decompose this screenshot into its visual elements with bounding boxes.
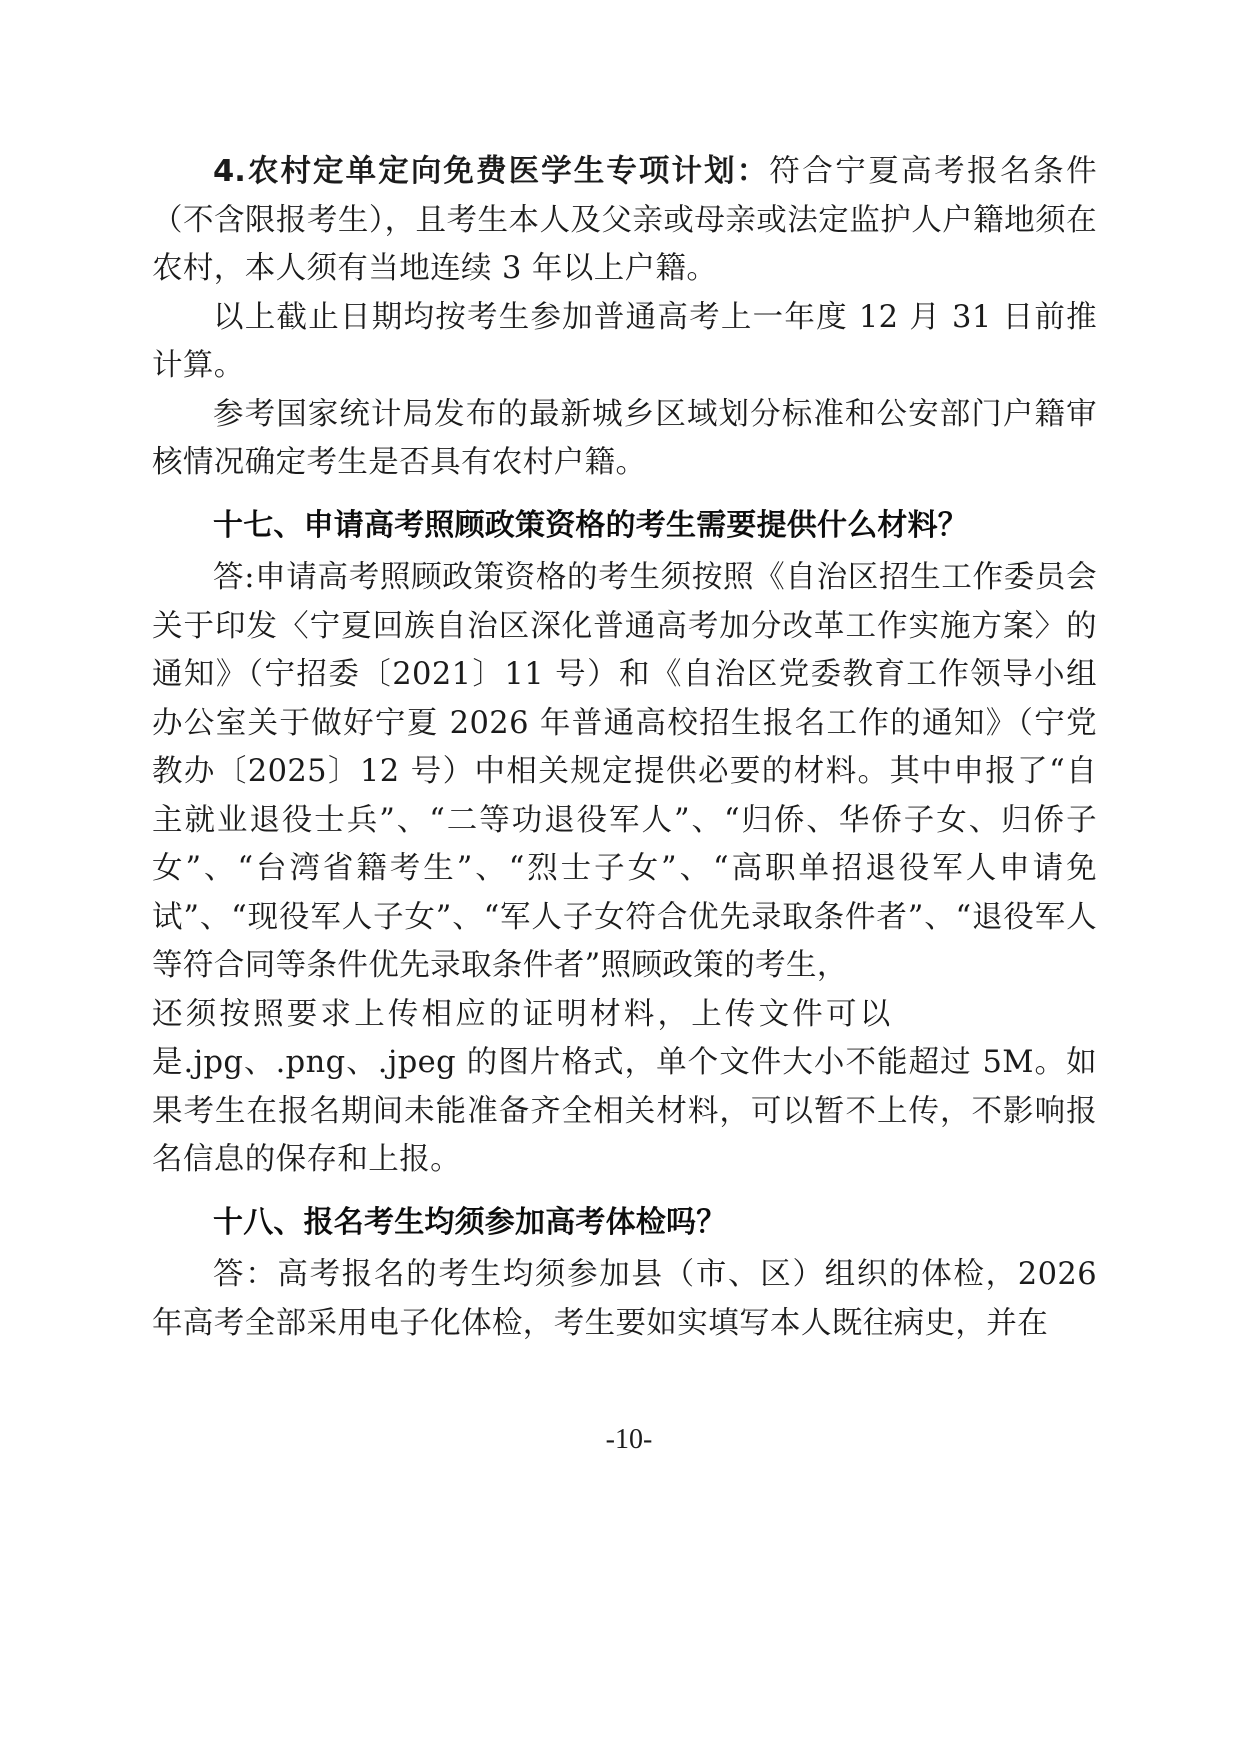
item-4-bold-label: 4.农村定单定向免费医学生专项计划： [213,154,770,189]
section-heading-17: 十七、申请高考照顾政策资格的考生需要提供什么材料？ [213,507,968,543]
paragraph-answer-17-part1 [152,554,1097,991]
page-number: -10- [605,1424,653,1455]
answer-18-body: 高考报名的考生均须参加县（市、区）组织的体检，2026 年高考全部采用电子化体检，考生要如实填写本人既往病史，并在 [152,1257,1097,1341]
page-content [152,148,1097,1348]
paragraph-answer-17-upload-line: 还须按照要求上传相应的证明材料，上传文件可以 [152,996,894,1032]
answer-prefix-17: 答: [213,560,255,595]
paragraph-deadline-rule: 以上截止日期均按考生参加普通高考上一年度 12 月 31 日前推计算。 [152,299,1097,383]
item-4-body: 符合宁夏高考报名条件（不含限报考生），且考生本人及父亲或母亲或法定监护人户籍地须在农村，本人须有当地连续 3 年以上户籍。 [152,154,1098,286]
answer-prefix-18: 答： [213,1257,278,1292]
paragraph-answer-18 [152,1251,1097,1348]
paragraph-answer-17-formats: 是.jpg、.png、.jpeg 的图片格式，单个文件大小不能超过 5M。如果考生在报名期间未能准备齐全相关材料，可以暂不上传，不影响报名信息的保存和上报。 [152,1045,1097,1177]
answer-17-body: 申请高考照顾政策资格的考生须按照《自治区招生工作委员会关于印发〈宁夏回族自治区深化普通高考加分改革工作实施方案〉的通知》（宁招委〔2021〕11 号）和《自治区党委教育工作领导小组办公室关于做好宁夏 2026 年普通高校招生报名工作的通知》（宁党教办〔2025〕12 号）中相关规定提供必要的材料。其中申报了“自主就业退役士兵”、“二等功退役军人”、“归侨、华侨子女、归侨子女”、“台湾省籍考生”、“烈士子女”、“高职单招退役军人申请免试”、“现役军人子女”、“军人子女符合优先录取条件者”、“退役军人等符合同等条件优先录取条件者”照顾政策的考生， [152,560,1097,983]
section-heading-18: 十八、报名考生均须参加高考体检吗？ [213,1204,727,1240]
paragraph-rural-standard: 参考国家统计局发布的最新城乡区域划分标准和公安部门户籍审核情况确定考生是否具有农村户籍。 [152,396,1097,480]
paragraph-item-4 [152,148,1097,294]
